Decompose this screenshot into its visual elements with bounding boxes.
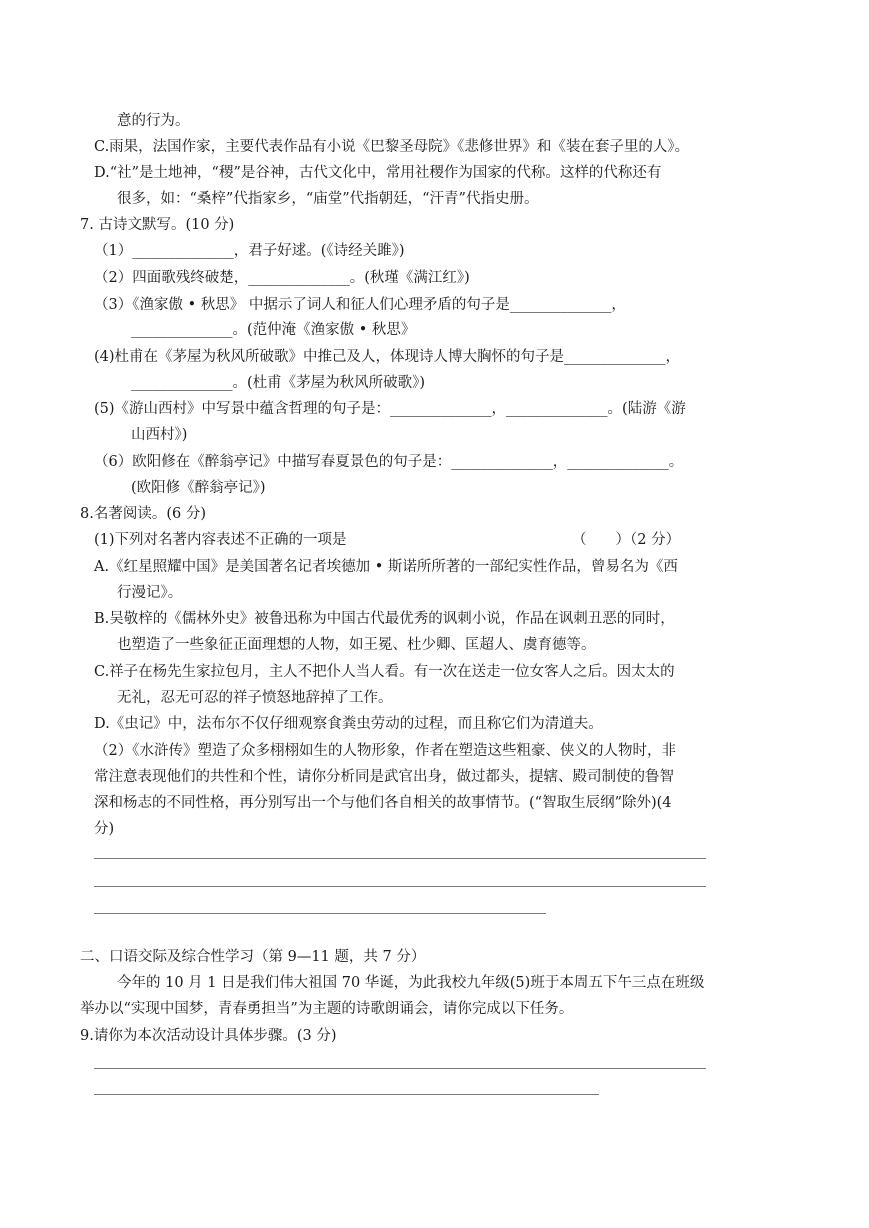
q6-option-d-line1: D.“社”是土地神，“稷”是谷神，古代文化中，常用社稷作为国家的代称。这样的代称还有 — [94, 165, 662, 181]
q7-item6-line1: （6）欧阳修在《醉翁亭记》中描写春夏景色的句子是：______________，______________。 — [94, 454, 684, 470]
q6-option-a-continuation: 意的行为。 — [117, 113, 190, 129]
q8-sub1-answer-bracket: （ ）（2 分） — [572, 532, 681, 548]
q7-item2: （2）四面歌残终破楚，______________。(秋瑾《满江红》) — [94, 270, 470, 286]
q8-option-a-line2: 行漫记》。 — [117, 585, 183, 601]
q6-option-c: C.雨果，法国作家，主要代表作品有小说《巴黎圣母院》《悲修世界》和《装在套子里的人》。 — [94, 139, 690, 155]
q9-answer-line-2[interactable] — [94, 1094, 599, 1095]
q8-sub1-question: (1)下列对名著内容表述不正确的一项是 — [94, 532, 347, 548]
q8-sub2-line4: 分) — [94, 821, 115, 837]
q7-item4-line2: ______________。(杜甫《茅屋为秋风所破歌》) — [131, 375, 426, 391]
q7-item5-line1: (5)《游山西村》中写景中蕴含哲理的句子是：______________，______________。(陆游《游 — [94, 401, 686, 417]
q8-option-c-line2: 无礼，忍无可忍的祥子愤怒地辞掉了工作。 — [117, 690, 393, 706]
q6-option-d-line2: 很多，如：“桑梓”代指家乡，“庙堂”代指朝廷，“汗青”代指史册。 — [117, 191, 539, 207]
q9-title: 9.请你为本次活动设计具体步骤。(3 分) — [80, 1028, 337, 1044]
q8-option-a-line1: A.《红星照耀中国》是美国著名记者埃德加 • 斯诺所所著的一部纪实性作品，曾易名为《西 — [94, 559, 678, 575]
section2-heading: 二、口语交际及综合性学习（第 9—11 题，共 7 分） — [80, 949, 426, 965]
q7-item3-line1: （3）《渔家傲 • 秋思》 中据示了词人和征人们心理矛盾的句子是______________， — [94, 297, 626, 313]
q7-item3-line2: ______________。(范仲淹《渔家傲 • 秋思》 — [131, 322, 416, 338]
q8-option-b-line1: B.吴敬梓的《儒林外史》被鲁迅称为中国古代最优秀的讽刺小说，作品在讽刺丑恶的同时， — [94, 611, 675, 627]
q8-option-c-line1: C.祥子在杨先生家拉包月，主人不把仆人当人看。有一次在送走一位女客人之后。因太太的 — [94, 664, 675, 680]
q7-item1: （1）______________，君子好逑。(《诗经关雎》) — [94, 243, 405, 259]
q7-item4-line1: (4)杜甫在《茅屋为秋风所破歌》中推己及人，体现诗人博大胸怀的句子是______________， — [94, 349, 681, 365]
q8-sub2-line1: （2）《水浒传》塑造了众多栩栩如生的人物形象，作者在塑造这些粗豪、侠义的人物时，非 — [94, 743, 676, 759]
q8-sub2-line2: 常注意表现他们的共性和个性，请你分析同是武官出身，做过都头，提辖、殿司制使的鲁智 — [94, 769, 674, 785]
q8-answer-line-1[interactable] — [94, 858, 706, 859]
q8-title: 8.名著阅读。(6 分) — [80, 506, 206, 522]
section2-intro-line2: 举办以“实现中国梦，青春勇担当”为主题的诗歌朗诵会，请你完成以下任务。 — [80, 1001, 574, 1017]
q8-answer-line-3[interactable] — [94, 913, 546, 914]
q8-option-d: D.《虫记》中，法布尔不仅仔细观察食粪虫劳动的过程，而且称它们为清道夫。 — [94, 716, 603, 732]
q7-title: 7. 古诗文默写。(10 分) — [80, 217, 235, 233]
q8-answer-line-2[interactable] — [94, 886, 706, 887]
q7-item6-line2: (欧阳修《醉翁亭记》) — [131, 480, 266, 496]
q9-answer-line-1[interactable] — [94, 1068, 706, 1069]
q8-sub2-line3: 深和杨志的不同性格，再分别写出一个与他们各自相关的故事情节。(“智取生辰纲”除外)(4 — [94, 795, 672, 811]
q7-item5-line2: 山西村》) — [131, 427, 188, 443]
q8-option-b-line2: 也塑造了一些象征正面理想的人物，如王冕、杜少卿、匡超人、虞育德等。 — [117, 637, 596, 653]
section2-intro-line1: 今年的 10 月 1 日是我们伟大祖国 70 华诞，为此我校九年级(5)班于本周五下午三点在班级 — [117, 975, 705, 991]
